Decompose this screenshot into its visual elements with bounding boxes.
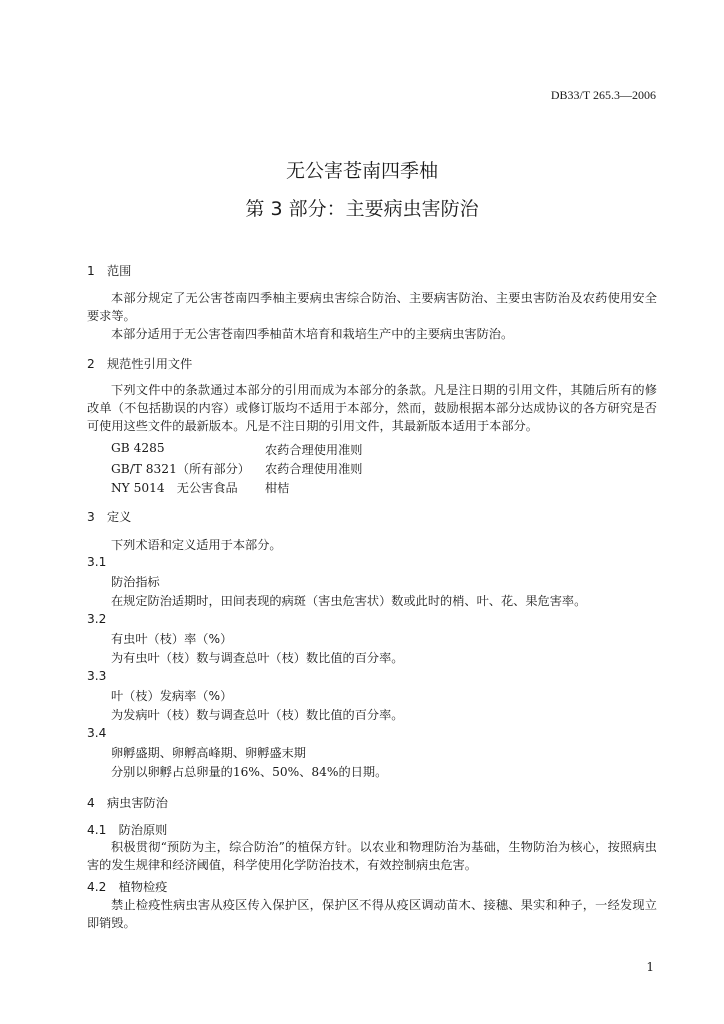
section-4-heading: 4 病虫害防治 — [87, 796, 168, 810]
section-4-2-paragraph: 禁止检疫性病虫害从疫区传入保护区，保护区不得从疫区调动苗木、接穗、果实和种子，一经发现立即销毁。 — [87, 898, 657, 930]
section-1-heading: 1 范围 — [87, 264, 132, 278]
term-number: 3.1 — [87, 555, 107, 569]
document-title: 无公害苍南四季柚 — [285, 160, 438, 182]
ref-name: 柑桔 — [265, 481, 290, 495]
document-subtitle: 第 3 部分：主要病虫害防治 — [245, 198, 479, 220]
term-definition: 为有虫叶（枝）数与调查总叶（枝）数比值的百分率。 — [111, 651, 404, 665]
term-name: 有虫叶（枝）率（%） — [111, 632, 233, 646]
term-definition: 分别以卵孵占总卵量的16%、50%、84%的日期。 — [111, 765, 388, 779]
section-2-paragraph-1: 下列文件中的条款通过本部分的引用而成为本部分的条款。凡是注日期的引用文件，其随后所有的修改单（不包括勘误的内容）或修订版均不适用于本部分，然而，鼓励根据本部分达成协议的各方研究是否可使用这些文件的最新版本。凡是不注日期的引用文件，其最新版本适用于本部分。 — [87, 383, 657, 433]
section-3-intro: 下列术语和定义适用于本部分。 — [111, 538, 282, 552]
section-4-1-paragraph: 积极贯彻“预防为主，综合防治”的植保方针。以农业和物理防治为基础，生物防治为核心，按照病虫害的发生规律和经济阈值，科学使用化学防治技术，有效控制病虫危害。 — [87, 840, 657, 872]
section-2-heading: 2 规范性引用文件 — [87, 357, 193, 371]
term-name: 防治指标 — [111, 575, 160, 589]
term-number: 3.3 — [87, 669, 107, 683]
page-number: 1 — [646, 960, 654, 974]
ref-code: NY 5014 无公害食品 — [111, 481, 238, 495]
section-4-1-heading: 4.1 防治原则 — [87, 823, 168, 837]
section-4-2-heading: 4.2 植物检疫 — [87, 880, 168, 894]
term-name: 卵孵盛期、卵孵高峰期、卵孵盛末期 — [111, 746, 306, 760]
ref-name: 农药合理使用准则 — [265, 443, 363, 457]
ref-code: GB/T 8321（所有部分） — [111, 462, 250, 476]
section-1-paragraph-2: 本部分适用于无公害苍南四季柚苗木培育和栽培生产中的主要病虫害防治。 — [111, 327, 514, 341]
document-code: DB33/T 265.3—2006 — [550, 88, 656, 102]
section-3-heading: 3 定义 — [87, 510, 132, 524]
term-number: 3.4 — [87, 726, 107, 740]
term-definition: 在规定防治适期时，田间表现的病斑（害虫危害状）数或此时的梢、叶、花、果危害率。 — [111, 594, 587, 608]
term-name: 叶（枝）发病率（%） — [111, 689, 233, 703]
section-1-paragraph-1: 本部分规定了无公害苍南四季柚主要病虫害综合防治、主要病害防治、主要虫害防治及农药使用安全要求等。 — [87, 291, 657, 323]
term-definition: 为发病叶（枝）数与调查总叶（枝）数比值的百分率。 — [111, 708, 404, 722]
ref-code: GB 4285 — [111, 441, 165, 455]
ref-name: 农药合理使用准则 — [265, 462, 363, 476]
term-number: 3.2 — [87, 612, 107, 626]
